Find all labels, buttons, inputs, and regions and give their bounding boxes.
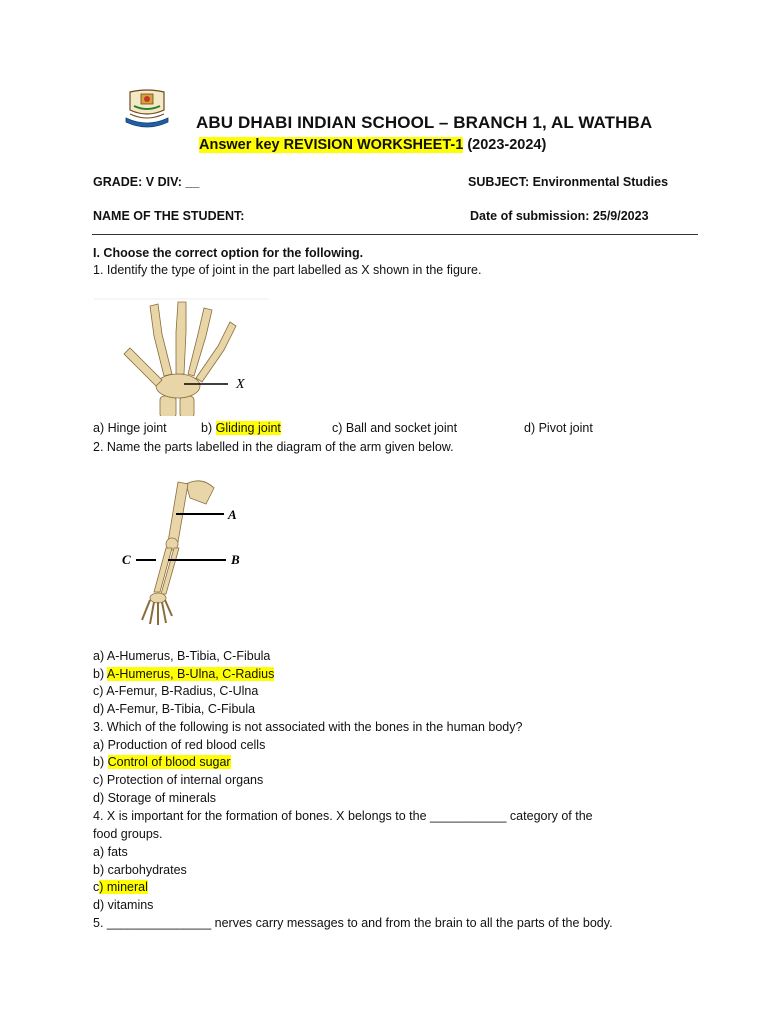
question-3: 3. Which of the following is not associated with the bones in the human body? [93,720,523,734]
q3-option-b: b) Control of blood sugar [93,755,231,769]
submission-date: Date of submission: 25/9/2023 [470,209,649,223]
q2-option-d: d) A-Femur, B-Tibia, C-Fibula [93,702,256,716]
question-4-line-1: 4. X is important for the formation of bones. X belongs to the ___________ category of the [93,809,593,823]
correct-answer-highlight: Control of blood sugar [107,755,231,769]
q4-option-a: a) fats [93,845,128,859]
q1-option-d: d) Pivot joint [524,421,593,435]
worksheet-year: (2023-2024) [463,137,547,153]
q2-option-c: c) A-Femur, B-Radius, C-Ulna [93,684,259,698]
question-5: 5. _______________ nerves carry messages to and from the brain to all the parts of the body. [93,916,613,930]
figure-label-a: A [228,507,237,522]
question-2: 2. Name the parts labelled in the diagram of the arm given below. [93,440,454,454]
arm-bones-figure [118,474,256,626]
grade-div: GRADE: V DIV: __ [93,175,200,189]
worksheet-title [199,137,546,153]
q3-option-a: a) Production of red blood cells [93,738,266,752]
school-name: ABU DHABI INDIAN SCHOOL – BRANCH 1, AL WATHBA [196,113,653,132]
q4-option-d: d) vitamins [93,898,154,912]
q3-option-d: d) Storage of minerals [93,791,216,805]
school-logo-icon [124,88,170,130]
correct-answer-highlight: ) mineral [99,880,148,894]
figure-label-b: B [231,552,240,567]
q4-option-c: c) mineral [93,880,148,894]
q1-option-c: c) Ball and socket joint [332,421,458,435]
worksheet-title-highlight: Answer key REVISION WORKSHEET-1 [199,137,464,153]
header-divider [92,234,698,235]
figure-label-c: C [122,552,131,567]
q1-option-b: b) Gliding joint [201,421,281,435]
question-1: 1. Identify the type of joint in the part labelled as X shown in the figure. [93,263,482,277]
q4-option-b: b) carbohydrates [93,863,187,877]
student-name-label: NAME OF THE STUDENT: [93,209,245,223]
q2-option-a: a) A-Humerus, B-Tibia, C-Fibula [93,649,271,663]
q1-option-a: a) Hinge joint [93,421,167,435]
q3-option-c: c) Protection of internal organs [93,773,264,787]
section-title: I. Choose the correct option for the following. [93,246,364,260]
question-4-line-2: food groups. [93,827,163,841]
q2-option-b: b) A-Humerus, B-Ulna, C-Radius [93,667,275,681]
correct-answer-highlight: Gliding joint [215,421,281,435]
subject: SUBJECT: Environmental Studies [468,175,669,189]
figure-label-x: X [236,377,245,392]
correct-answer-highlight: A-Humerus, B-Ulna, C-Radius [106,667,275,681]
hand-bones-figure [94,298,269,416]
